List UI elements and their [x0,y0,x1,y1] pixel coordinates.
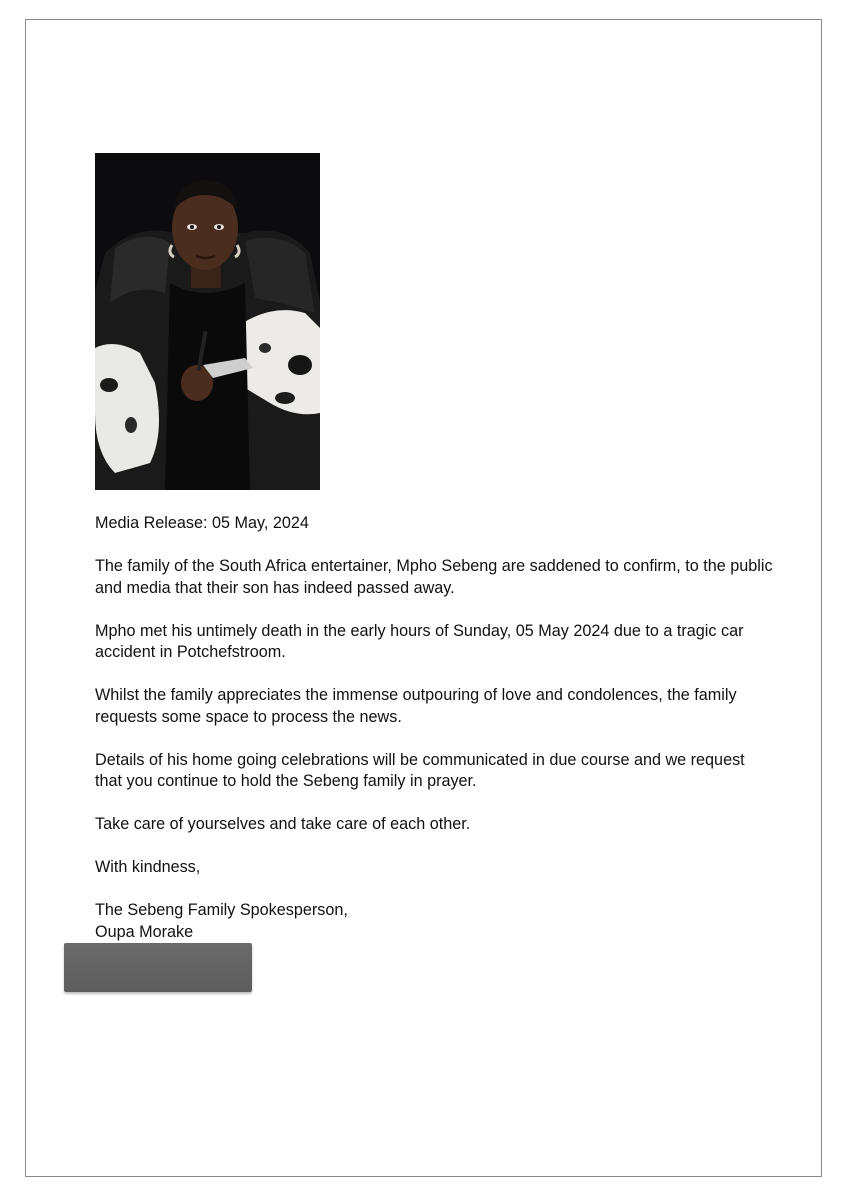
media-release-body [95,513,775,943]
redaction-block [64,943,252,992]
signatory-title: The Sebeng Family Spokesperson, [95,901,348,919]
closing-line: With kindness, [95,858,201,876]
media-release-date: Media Release: 05 May, 2024 [95,514,309,532]
paragraph-accident: Mpho met his untimely death in the early hours of Sunday, 05 May 2024 due to a tragic car accident in Potchefstroom. [95,621,744,661]
portrait-photo [95,153,320,490]
paragraph-care: Take care of yourselves and take care of each other. [95,815,471,833]
paragraph-announcement: The family of the South Africa entertainer, Mpho Sebeng are saddened to confirm, to the public and media that their son has indeed passed away. [95,557,773,597]
paragraph-arrangements: Details of his home going celebrations will be communicated in due course and we request that you continue to hold the Sebeng family in prayer. [95,750,745,790]
signatory-name: Oupa Morake [95,922,194,941]
portrait-illustration [95,153,320,490]
paragraph-privacy: Whilst the family appreciates the immense outpouring of love and condolences, the family requests some space to process the news. [95,686,737,726]
